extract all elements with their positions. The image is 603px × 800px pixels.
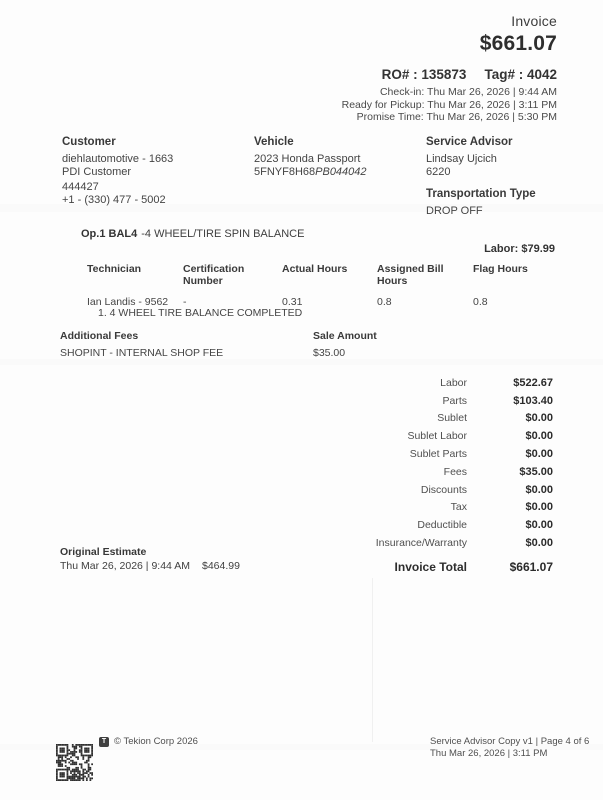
footer-page-info bbox=[430, 736, 589, 759]
totals-label: Deductible bbox=[417, 519, 467, 532]
customer-id: 444427 bbox=[62, 181, 99, 193]
totals-block bbox=[340, 374, 553, 577]
transportation-block bbox=[426, 188, 586, 218]
totals-label: Sublet Labor bbox=[407, 430, 467, 443]
totals-label: Discounts bbox=[420, 483, 467, 496]
totals-value: $522.67 bbox=[513, 376, 553, 389]
operation-labor-amount: Labor: $79.99 bbox=[484, 243, 555, 255]
totals-row-tax bbox=[340, 499, 553, 517]
col-header-certification-number: Certification Number bbox=[183, 263, 245, 287]
totals-row-deductible bbox=[340, 516, 553, 534]
service-advisor-block bbox=[426, 136, 586, 218]
operation-description: -4 WHEEL/TIRE SPIN BALANCE bbox=[141, 228, 305, 240]
col-header-assigned-bill-hours: Assigned Bill Hours bbox=[377, 263, 444, 287]
totals-value: $0.00 bbox=[525, 537, 553, 550]
totals-row-parts bbox=[340, 392, 553, 410]
totals-value: $35.00 bbox=[519, 465, 553, 478]
customer-label: Customer bbox=[62, 136, 116, 148]
totals-label: Parts bbox=[442, 394, 467, 407]
actual-hours: 0.31 bbox=[282, 296, 303, 308]
checkin-time: Check-in: Thu Mar 26, 2026 | 9:44 AM bbox=[379, 86, 557, 98]
invoice-total-row bbox=[340, 557, 553, 577]
totals-label: Sublet Parts bbox=[409, 448, 467, 461]
assigned-bill-hours: 0.8 bbox=[377, 296, 392, 308]
totals-label: Tax bbox=[450, 501, 467, 514]
customer-block bbox=[62, 136, 242, 207]
customer-type: PDI Customer bbox=[62, 166, 132, 178]
vehicle-block bbox=[254, 136, 424, 179]
tag-number: Tag# : 4042 bbox=[484, 67, 557, 82]
vehicle-model: 2023 Honda Passport bbox=[254, 153, 361, 165]
transportation-label: Transportation Type bbox=[426, 188, 536, 200]
vin-suffix: PB044042 bbox=[315, 166, 367, 178]
fee-amount: $35.00 bbox=[313, 347, 346, 359]
totals-value: $0.00 bbox=[525, 501, 553, 514]
original-estimate-date: Thu Mar 26, 2026 | 9:44 AM bbox=[60, 560, 190, 572]
header-dates bbox=[342, 86, 557, 124]
service-advisor-label: Service Advisor bbox=[426, 136, 513, 148]
invoice-title: Invoice bbox=[511, 13, 557, 29]
transportation-value: DROP OFF bbox=[426, 205, 483, 217]
technician-table-header bbox=[87, 263, 573, 287]
additional-fees-header: Additional Fees bbox=[60, 330, 139, 342]
vehicle-label: Vehicle bbox=[254, 136, 294, 148]
scan-fold-line bbox=[372, 578, 373, 742]
service-advisor-name: Lindsay Ujcich bbox=[426, 153, 497, 165]
customer-phone: +1 - (330) 477 - 5002 bbox=[62, 194, 166, 206]
technician-table bbox=[87, 263, 573, 308]
col-header-actual-hours: Actual Hours bbox=[282, 263, 348, 275]
ro-tag-line bbox=[342, 67, 557, 82]
totals-row-sublet-labor bbox=[340, 427, 553, 445]
totals-label: Sublet bbox=[437, 412, 467, 425]
totals-value: $103.40 bbox=[513, 394, 553, 407]
totals-value: $0.00 bbox=[525, 412, 553, 425]
invoice-total-value: $661.07 bbox=[509, 559, 553, 574]
operation-code: Op.1 BAL4 bbox=[81, 228, 138, 240]
totals-value: $0.00 bbox=[525, 519, 553, 532]
totals-label: Insurance/Warranty bbox=[375, 537, 467, 550]
ready-for-pickup-time: Ready for Pickup: Thu Mar 26, 2026 | 3:11 PM bbox=[341, 98, 557, 111]
footer-copyright-block bbox=[99, 736, 198, 747]
certification-number: - bbox=[183, 296, 187, 308]
copyright-text: © Tekion Corp 2026 bbox=[114, 736, 198, 747]
invoice-total-label: Invoice Total bbox=[394, 559, 467, 574]
copy-info: Service Advisor Copy v1 | Page 4 of 6 bbox=[430, 736, 590, 747]
col-header-technician: Technician bbox=[87, 263, 142, 275]
totals-value: $0.00 bbox=[525, 430, 553, 443]
operation-line bbox=[81, 228, 304, 240]
original-estimate-label: Original Estimate bbox=[60, 546, 147, 558]
original-estimate-line bbox=[60, 560, 340, 572]
tekion-logo-icon: T bbox=[99, 737, 109, 747]
promise-time: Promise Time: Thu Mar 26, 2026 | 5:30 PM bbox=[356, 111, 557, 123]
totals-value: $0.00 bbox=[525, 448, 553, 461]
vehicle-vin bbox=[254, 166, 424, 179]
technician-table-row bbox=[87, 287, 573, 308]
operation-note: 1. 4 WHEEL TIRE BALANCE COMPLETED bbox=[98, 307, 303, 319]
technician-name: Ian Landis - 9562 bbox=[87, 296, 169, 308]
totals-row-discounts bbox=[340, 481, 553, 499]
qr-code bbox=[56, 744, 93, 781]
sale-amount-header: Sale Amount bbox=[313, 330, 377, 342]
flag-hours: 0.8 bbox=[473, 296, 488, 308]
totals-label: Fees bbox=[443, 465, 467, 478]
invoice-amount: $661.07 bbox=[479, 32, 557, 55]
service-advisor-number: 6220 bbox=[426, 166, 451, 178]
fee-name: SHOPINT - INTERNAL SHOP FEE bbox=[60, 347, 224, 359]
vin-prefix: 5FNYF8H68 bbox=[254, 166, 316, 178]
invoice-header bbox=[342, 13, 557, 124]
totals-value: $0.00 bbox=[525, 483, 553, 496]
totals-row-sublet-parts bbox=[340, 445, 553, 463]
totals-label: Labor bbox=[440, 376, 467, 389]
totals-row-fees bbox=[340, 463, 553, 481]
scan-band bbox=[0, 359, 603, 365]
printed-timestamp: Thu Mar 26, 2026 | 3:11 PM bbox=[430, 747, 548, 759]
totals-row-sublet bbox=[340, 410, 553, 428]
ro-number: RO# : 135873 bbox=[381, 67, 467, 82]
original-estimate-block bbox=[60, 546, 340, 572]
original-estimate-amount: $464.99 bbox=[202, 560, 240, 572]
customer-name: diehlautomotive - 1663 bbox=[62, 153, 174, 165]
totals-row-insurance-warranty bbox=[340, 534, 553, 552]
col-header-flag-hours: Flag Hours bbox=[473, 263, 528, 275]
totals-row-labor bbox=[340, 374, 553, 392]
